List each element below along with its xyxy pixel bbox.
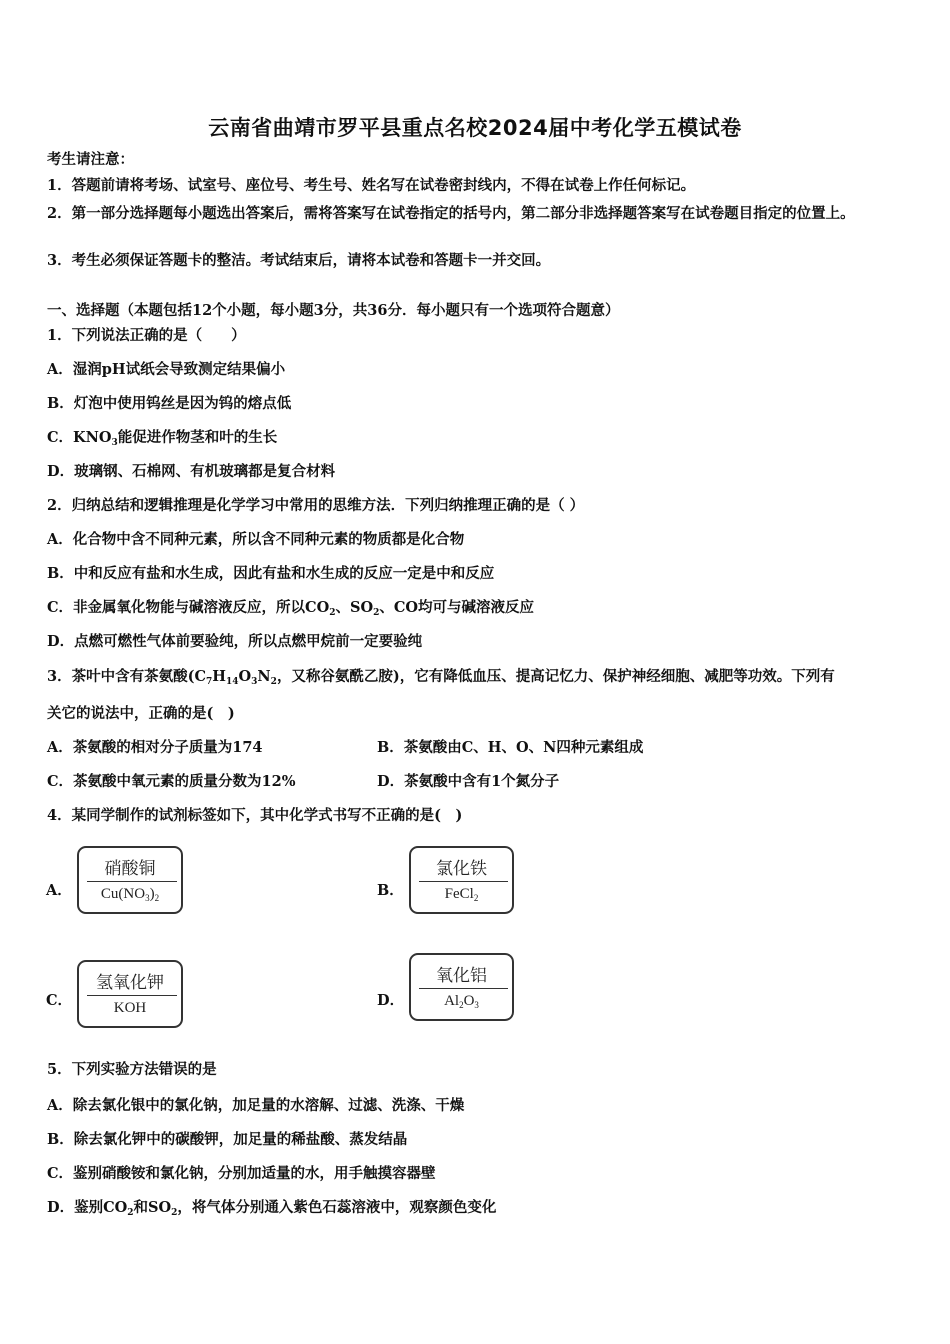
q4-option-a-letter: A． (46, 882, 72, 899)
q3-option-d: D．茶氨酸中含有1个氮分子 (377, 773, 560, 790)
q3-option-c: C．茶氨酸中氧元素的质量分数为12% (47, 773, 296, 790)
reagent-name: 硝酸铜 (104, 859, 156, 879)
reagent-name: 氧化铝 (436, 966, 487, 986)
q2-option-c: C．非金属氧化物能与碱溶液反应，所以$CO_2$、$SO_2$、CO均可与碱溶液反应 (47, 599, 535, 618)
notice-item-1: 1．答题前请将考场、试室号、座位号、考生号、姓名写在试卷密封线内，不得在试卷上作任何标记。 (47, 177, 696, 194)
reagent-formula: KOH (113, 1000, 147, 1016)
reagent-formula: FeCl$_2$ (444, 886, 479, 903)
q2-option-b: B．中和反应有盐和水生成，因此有盐和水生成的反应一定是中和反应 (47, 565, 495, 582)
q4-option-a-label (77, 846, 183, 914)
reagent-name: 氯化铁 (436, 859, 487, 879)
q3-option-b: B．茶氨酸由C、H、O、N四种元素组成 (377, 739, 644, 756)
q4-option-c-letter: C． (46, 992, 73, 1009)
notice-heading: 考生请注意： (47, 151, 134, 168)
q2-stem: 2．归纳总结和逻辑推理是化学学习中常用的思维方法．下列归纳推理正确的是（ ） (47, 497, 585, 514)
q4-option-c-label (77, 960, 183, 1028)
q5-option-c: C．鉴别硝酸铵和氯化钠，分别加适量的水，用手触摸容器壁 (47, 1165, 436, 1182)
q5-option-b: B．除去氯化钾中的碳酸钾，加足量的稀盐酸、蒸发结晶 (47, 1131, 408, 1148)
label-divider (419, 988, 508, 989)
reagent-formula: $Cu(NO_3)_2$ (100, 886, 160, 903)
q5-option-d: D．鉴别$CO_2$和$SO_2$，将气体分别通入紫色石蕊溶液中，观察颜色变化 (47, 1199, 497, 1218)
notice-item-3: 3．考生必须保证答题卡的整洁。考试结束后，请将本试卷和答题卡一并交回。 (47, 252, 551, 269)
section-heading: 一、选择题（本题包括12个小题，每小题3分，共36分．每小题只有一个选项符合题意） (47, 302, 620, 319)
q1-stem: 1．下列说法正确的是（ ） (47, 327, 246, 344)
page-title: 云南省曲靖市罗平县重点名校2024届中考化学五模试卷 (208, 116, 742, 140)
label-divider (87, 995, 177, 996)
q1-option-d: D．玻璃钢、石棉网、有机玻璃都是复合材料 (47, 463, 336, 480)
label-divider (419, 881, 508, 882)
q3-option-a: A．茶氨酸的相对分子质量为174 (47, 739, 263, 756)
label-divider (87, 881, 177, 882)
q4-option-b-letter: B． (377, 882, 404, 899)
q2-option-d: D．点燃可燃性气体前要验纯，所以点燃甲烷前一定要验纯 (47, 633, 423, 650)
q5-option-a: A．除去氯化银中的氯化钠，加足量的水溶解、过滤、洗涤、干燥 (47, 1097, 465, 1114)
notice-item-2: 2．第一部分选择题每小题选出答案后，需将答案写在试卷指定的括号内，第二部分非选择题答案写在试卷题目指定的位置上。 (47, 205, 855, 222)
q1-option-b: B．灯泡中使用钨丝是因为钨的熔点低 (47, 395, 292, 412)
reagent-formula: $Al_2O_3$ (444, 993, 479, 1010)
q4-option-b-label (409, 846, 514, 914)
q4-stem: 4．某同学制作的试剂标签如下，其中化学式书写不正确的是( ) (47, 807, 463, 824)
q1-option-c: C．$KNO_3$能促进作物茎和叶的生长 (47, 429, 278, 448)
reagent-name: 氢氧化钾 (96, 973, 164, 993)
q3-stem-line2: 关它的说法中，正确的是( ) (47, 705, 235, 722)
q4-option-d-letter: D． (377, 992, 405, 1009)
q1-option-a: A．湿润pH试纸会导致测定结果偏小 (47, 361, 286, 378)
q4-option-d-label (409, 953, 514, 1021)
q2-option-a: A．化合物中含不同种元素，所以含不同种元素的物质都是化合物 (47, 531, 465, 548)
q3-stem: 3．茶叶中含有茶氨酸($C_7H_{14}O_3N_2$，又称谷氨酰乙胺)，它有降低血压、提高记忆力、保护神经细胞、减肥等功效。下列有 (47, 668, 835, 687)
q5-stem: 5．下列实验方法错误的是 (47, 1061, 217, 1078)
